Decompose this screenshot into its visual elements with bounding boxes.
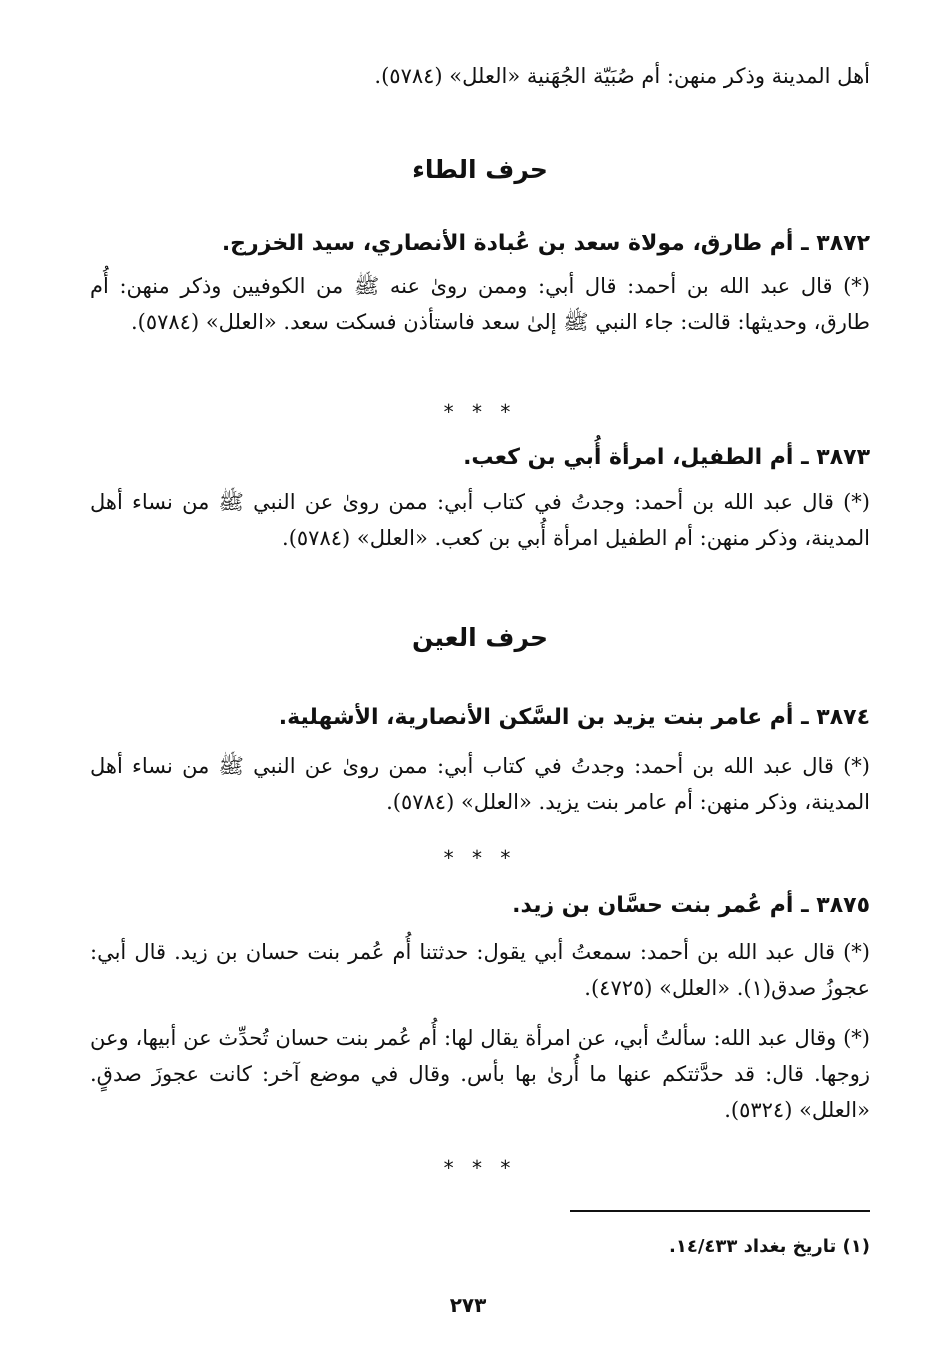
- footnote-divider: [570, 1210, 870, 1212]
- page-number: ٢٧٣: [449, 1293, 487, 1317]
- footnote: (١) تاريخ بغداد ١٤/٤٣٣.: [669, 1236, 870, 1257]
- top-continuation-line: أهل المدينة وذكر منهن: أم صُبَيّة الجُهَنية «العلل» (٥٧٨٤).: [374, 64, 870, 88]
- entry-paragraph-3875-b: (*) وقال عبد الله: سألتُ أبي، عن امرأة يقال لها: أُم عُمر بنت حسان تُحدِّث عن أبيها، وعن زوجها. قال: قد حدَّثتكم عنها ما أُرىٰ بها بأس. وقال في موضع آخر: كانت عجوزَ صدقٍ. «العلل» (٥٣٢٤).: [90, 1026, 870, 1122]
- separator-stars: * * *: [443, 400, 517, 424]
- entry-paragraph-3874: (*) قال عبد الله بن أحمد: وجدتُ في كتاب أبي: ممن روىٰ عن النبي ﷺ من نساء أهل المدينة، وذكر منهن: أم عامر بنت يزيد. «العلل» (٥٧٨٤).: [90, 754, 870, 814]
- entry-paragraph-3872: (*) قال عبد الله بن أحمد: قال أبي: وممن روىٰ عنه ﷺ من الكوفيين وذكر منهن: أُم طارق، وحديثها: قالت: جاء النبي ﷺ إلىٰ سعد فاستأذن فسكت سعد. «العلل» (٥٧٨٤).: [90, 274, 870, 334]
- entry-paragraph-3873: (*) قال عبد الله بن أحمد: وجدتُ في كتاب أبي: ممن روىٰ عن النبي ﷺ من نساء أهل المدينة، وذكر منهن: أم الطفيل امرأة أُبي بن كعب. «العلل» (٥٧٨٤).: [90, 490, 870, 550]
- separator-stars: * * *: [443, 1156, 517, 1180]
- entry-title-3875: ٣٨٧٥ ـ أم عُمر بنت حسَّان بن زيد.: [512, 893, 870, 918]
- separator-stars: * * *: [443, 846, 517, 870]
- entry-title-3874: ٣٨٧٤ ـ أم عامر بنت يزيد بن السَّكن الأنصارية، الأشهلية.: [278, 705, 870, 730]
- entry-paragraph-3875-a: (*) قال عبد الله بن أحمد: سمعتُ أبي يقول: حدثتنا أُم عُمر بنت حسان بن زيد. قال أبي: عجوزُ صدق(١). «العلل» (٤٧٢٥).: [90, 940, 870, 1000]
- section-heading-taa: حرف الطاء: [412, 155, 548, 184]
- entry-title-3873: ٣٨٧٣ ـ أم الطفيل، امرأة أُبي بن كعب.: [463, 445, 870, 470]
- section-heading-ain: حرف العين: [411, 623, 549, 652]
- entry-title-3872: ٣٨٧٢ ـ أم طارق، مولاة سعد بن عُبادة الأنصاري، سيد الخزرج.: [221, 231, 870, 256]
